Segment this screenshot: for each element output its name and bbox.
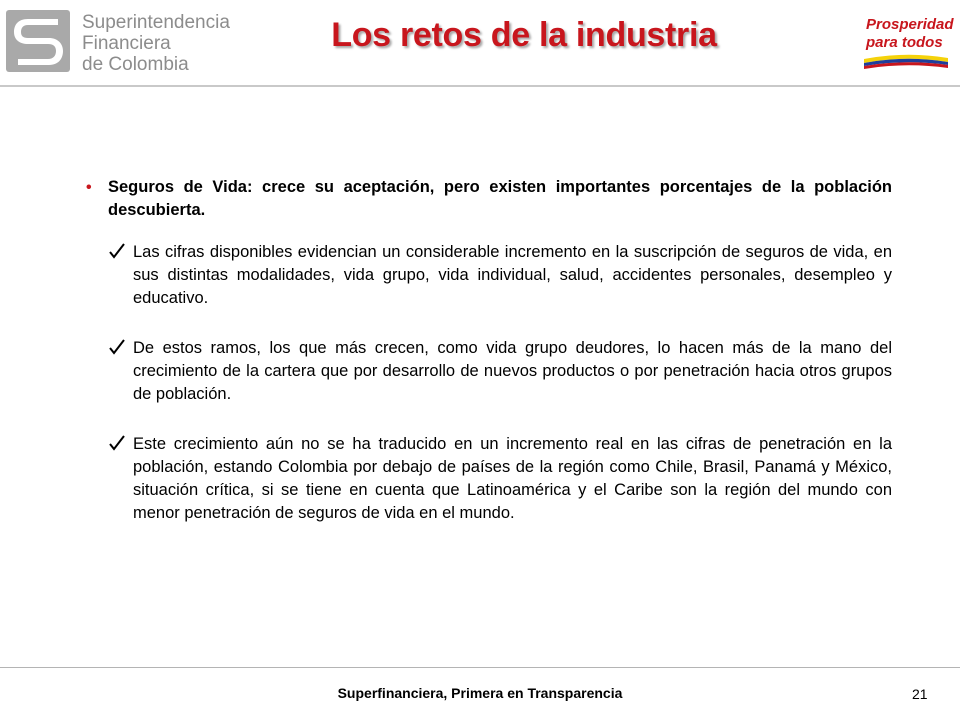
bullet-dot-icon: •: [86, 179, 92, 196]
check-item: [108, 433, 892, 525]
prosperidad-para-todos-logo: [862, 14, 952, 76]
page-number: 21: [912, 686, 928, 702]
logo-line-2: Financiera: [82, 33, 171, 54]
checklist: [86, 241, 892, 525]
check-item-text: Este crecimiento aún no se ha traducido en un incremento real en las cifras de penetración en la población, estando Colombia por debajo de países de la región como Chile, Brasil, Panamá y México, situación crítica, si se tiene en cuenta que Latinoamérica y el Caribe son la región del mundo con menor penetración de seguros de vida en el mundo.: [133, 435, 892, 522]
main-bullet: [86, 176, 892, 222]
main-bullet-text: Seguros de Vida: crece su aceptación, pero existen importantes porcentajes de la población descubierta.: [108, 178, 892, 219]
logo-line-1: Superintendencia: [82, 12, 230, 33]
colombia-flag-stripe-icon: [864, 54, 948, 70]
checkmark-icon: [108, 338, 126, 356]
checkmark-icon: [108, 434, 126, 452]
partner-logo-line-1: Prosperidad: [866, 16, 954, 33]
footer-divider: [0, 667, 960, 668]
check-item: [108, 337, 892, 406]
header-divider: [0, 85, 960, 87]
footer-text: Superfinanciera, Primera en Transparencia: [337, 685, 623, 701]
check-item-text: De estos ramos, los que más crecen, como vida grupo deudores, lo hacen más de la mano del crecimiento de la cartera que por desarrollo de nuevos productos o por penetración hacia otros grupos de población.: [133, 339, 892, 403]
check-item-text: Las cifras disponibles evidencian un considerable incremento en la suscripción de seguros de vida, en sus distintas modalidades, vida grupo, vida individual, salud, accidentes personales, desempleo y educativo.: [133, 243, 892, 307]
slide-body: [86, 176, 892, 525]
slide-title: Los retos de la industria: [331, 16, 717, 54]
slide-header: [0, 0, 960, 85]
logo-line-3: de Colombia: [82, 54, 189, 75]
checkmark-icon: [108, 242, 126, 260]
check-item: [108, 241, 892, 310]
partner-logo-line-2: para todos: [866, 34, 943, 51]
